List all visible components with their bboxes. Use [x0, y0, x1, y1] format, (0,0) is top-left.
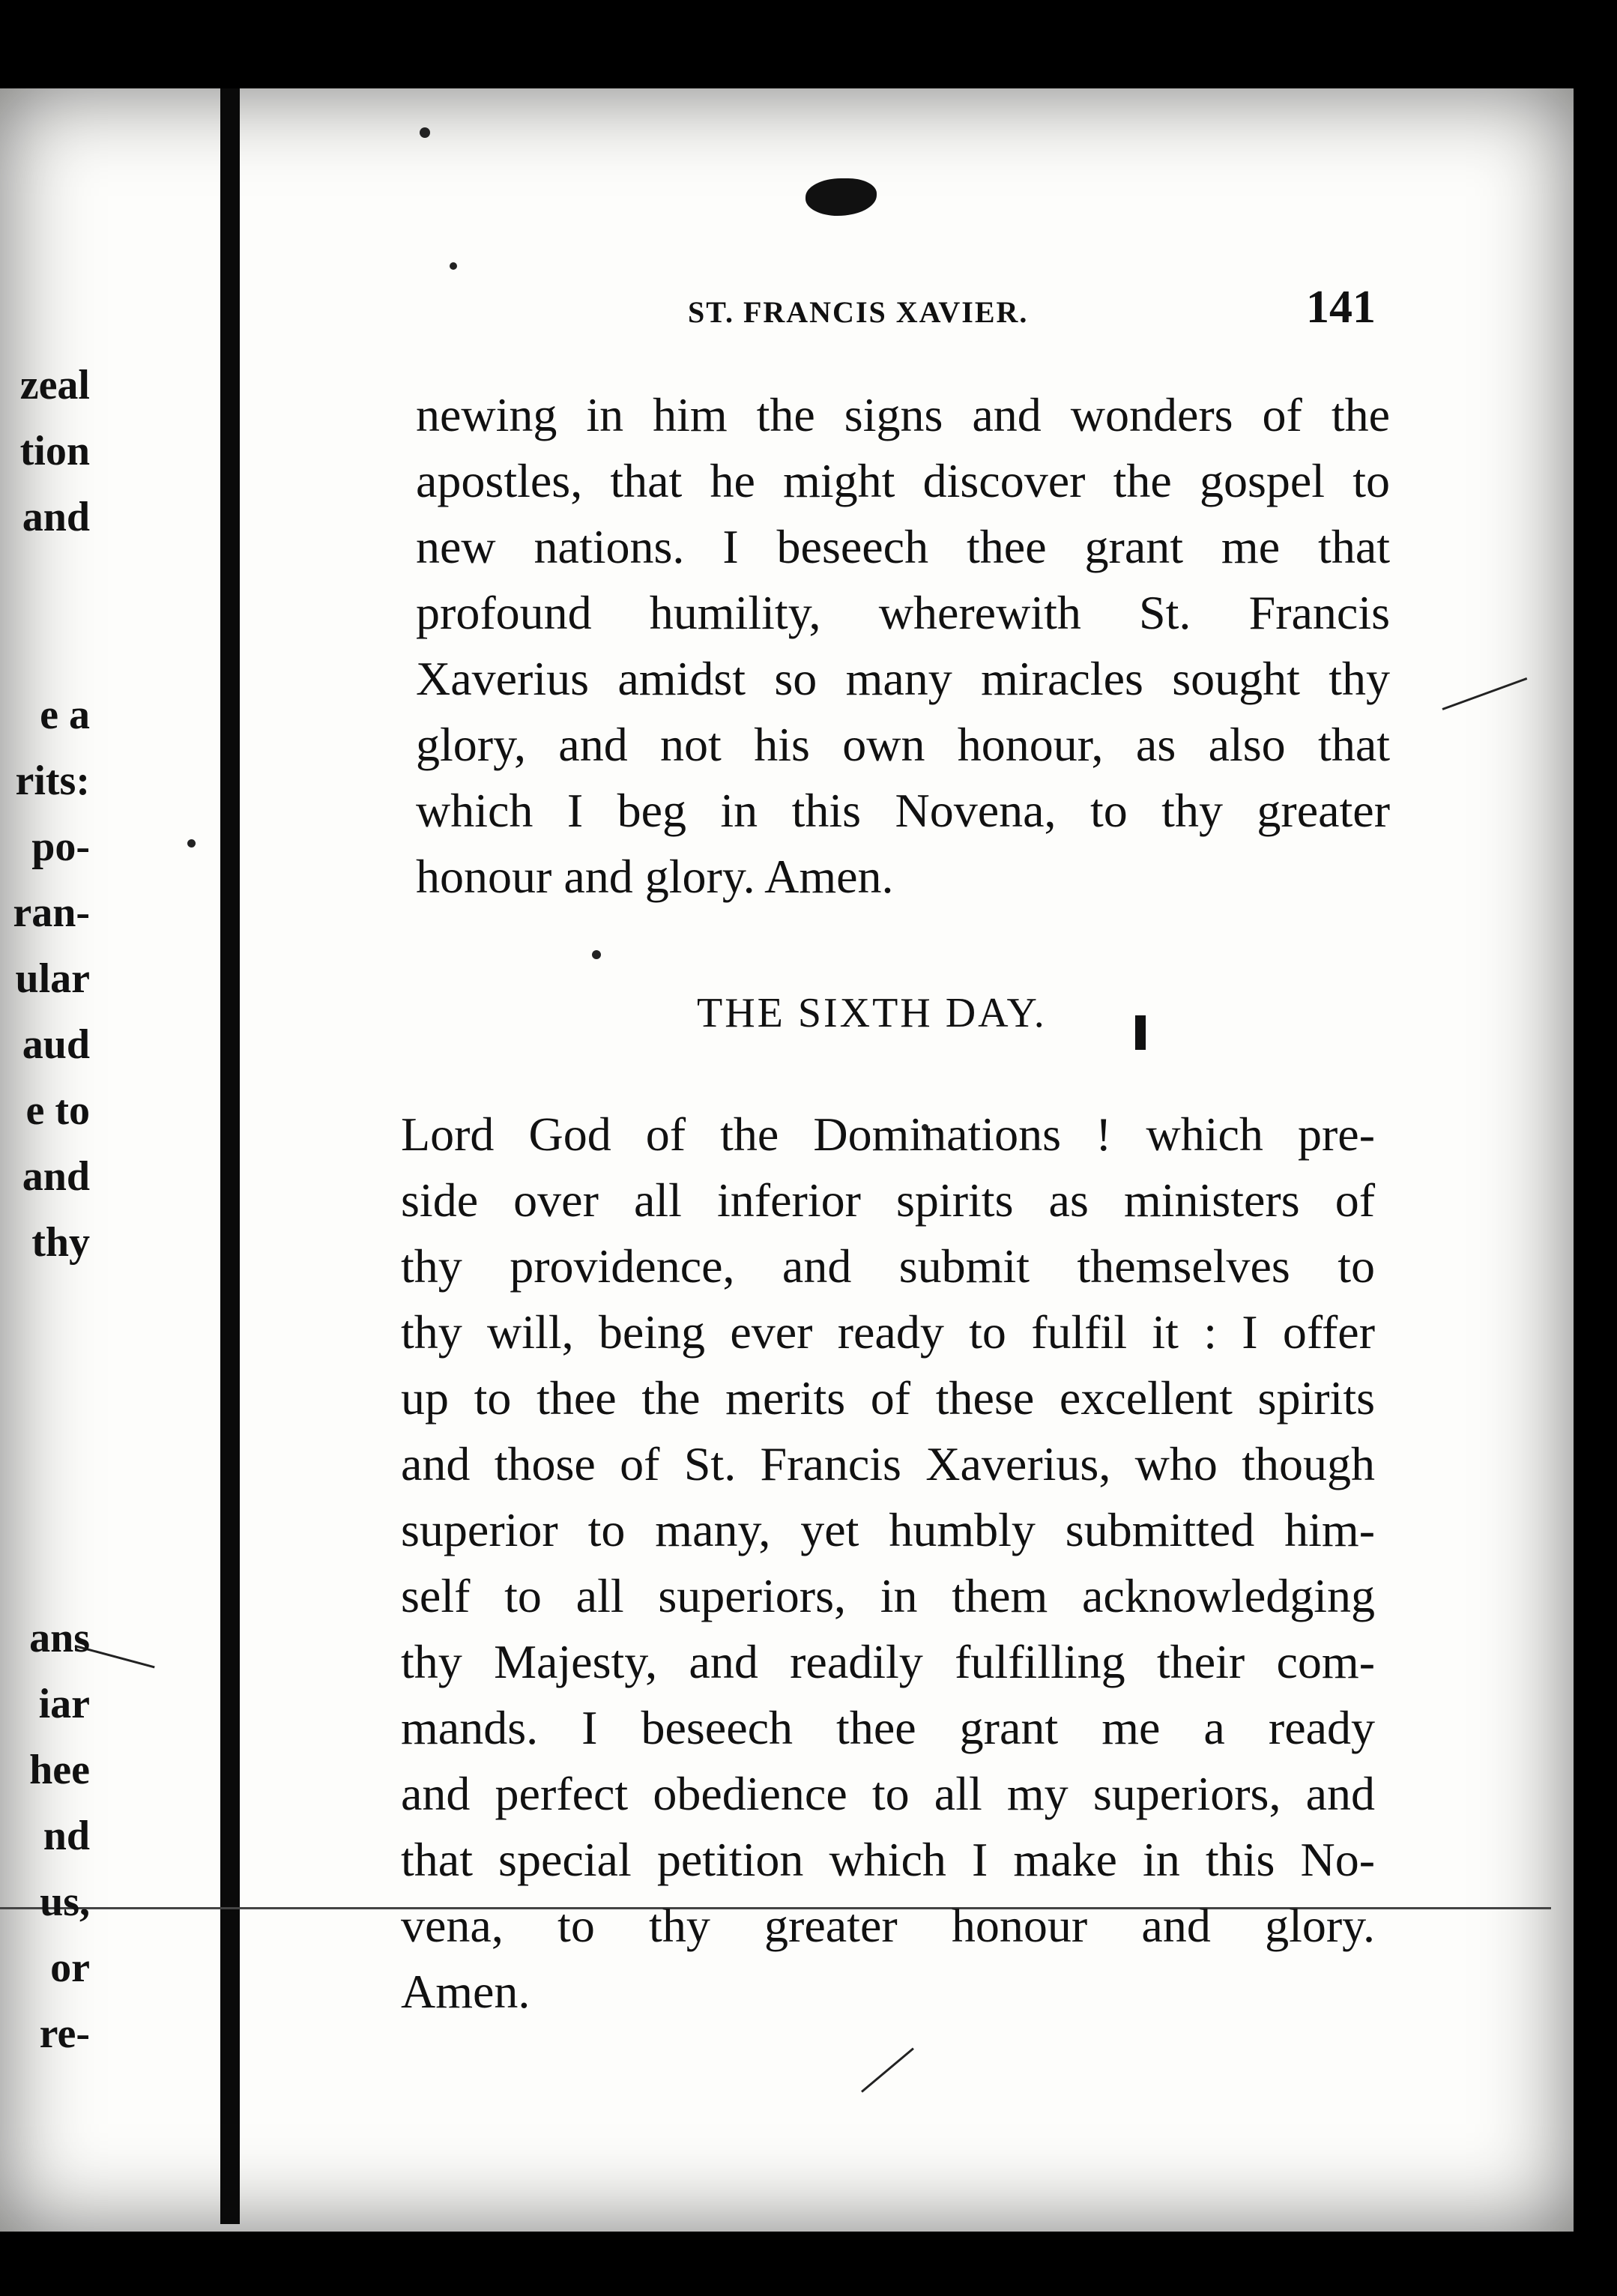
paragraph-continued	[416, 382, 1390, 910]
text-line: side over all inferior spirits as ministers of	[401, 1173, 1375, 1227]
prayer-paragraph	[401, 1102, 1375, 2025]
text-line: up to thee the merits of these excellent spirits	[401, 1371, 1375, 1425]
text-line: and perfect obedience to all my superiors, and	[401, 1767, 1375, 1820]
text-line: vena, to thy greater honour and glory.	[401, 1899, 1375, 1952]
running-head: ST. FRANCIS XAVIER.	[688, 295, 1029, 329]
facing-page-fragments	[0, 352, 90, 2067]
fragment-line: thy	[31, 1219, 90, 1266]
ink-marker	[1135, 1015, 1146, 1050]
fragment-line	[0, 616, 90, 682]
text-line: that special petition which I make in this No-	[401, 1833, 1375, 1886]
fragment-line: tion	[19, 428, 90, 474]
fragment-line: zeal	[19, 362, 90, 408]
text-line: Amen.	[401, 1965, 531, 2018]
fragment-line: hee	[29, 1747, 90, 1793]
fragment-line: ular	[15, 955, 90, 1002]
fragment-line: us,	[40, 1879, 90, 1925]
page-header	[674, 281, 1386, 334]
text-line: profound humility, wherewith St. Francis	[416, 586, 1390, 639]
fragment-line: nd	[43, 1813, 90, 1859]
fragment-line: ran-	[13, 889, 90, 936]
fragment-line: and	[22, 494, 90, 540]
text-line: superior to many, yet humbly submitted him-	[401, 1503, 1375, 1556]
section-heading: THE SIXTH DAY.	[697, 990, 1047, 1036]
text-line: thy Majesty, and readily fulfilling their com-	[401, 1635, 1375, 1688]
fragment-line: iar	[38, 1681, 90, 1727]
text-line: apostles, that he might discover the gospel to	[416, 454, 1390, 507]
fragment-line: re-	[39, 2010, 90, 2057]
fragment-line: ans	[29, 1615, 90, 1661]
text-line: thy will, being ever ready to fulfil it : I offer	[401, 1305, 1375, 1359]
text-line: newing in him the signs and wonders of the	[416, 388, 1390, 441]
page-number: 141	[1306, 282, 1376, 333]
fragment-line	[0, 1539, 90, 1605]
gutter-rule	[220, 88, 240, 2224]
ink-speck	[187, 839, 196, 848]
text-line: and those of St. Francis Xaverius, who though	[401, 1437, 1375, 1490]
fragment-line	[0, 1341, 90, 1407]
fragment-line: e a	[40, 692, 90, 738]
ink-speck	[592, 950, 601, 959]
text-line: glory, and not his own honour, as also that	[416, 718, 1390, 771]
text-line: Lord God of the Dominations ! which pre-	[401, 1108, 1375, 1161]
fragment-line	[0, 550, 90, 616]
fragment-line: e to	[25, 1087, 90, 1134]
text-line: Xaverius amidst so many miracles sought thy	[416, 652, 1390, 705]
ink-speck	[450, 262, 457, 270]
text-line: which I beg in this Novena, to thy greater	[416, 784, 1390, 837]
text-line: thy providence, and submit themselves to	[401, 1239, 1375, 1293]
ink-speck	[420, 127, 430, 138]
text-line: honour and glory. Amen.	[416, 850, 894, 903]
fragment-line	[0, 1407, 90, 1473]
fragment-line: rits:	[15, 758, 90, 804]
text-line: self to all superiors, in them acknowledging	[401, 1569, 1375, 1622]
text-line: new nations. I beseech thee grant me that	[416, 520, 1390, 573]
text-line: mands. I beseech thee grant me a ready	[401, 1701, 1375, 1754]
fragment-line	[0, 1275, 90, 1341]
fragment-line: and	[22, 1153, 90, 1200]
fragment-line	[0, 1473, 90, 1539]
fragment-line: po-	[31, 824, 90, 870]
fragment-line: or	[50, 1945, 90, 1991]
fragment-line: aud	[22, 1021, 90, 1068]
